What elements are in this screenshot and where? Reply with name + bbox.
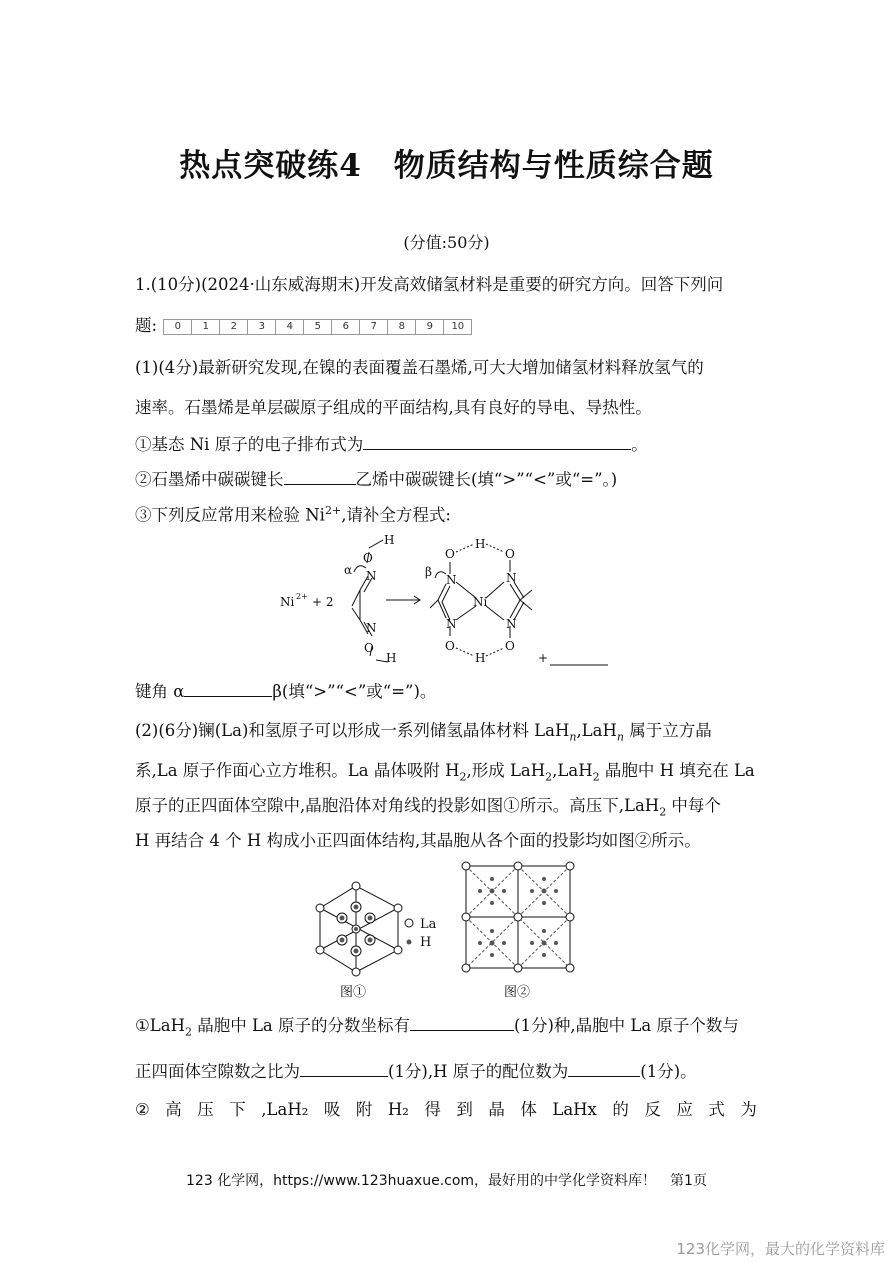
sub-2: 2 — [184, 1025, 192, 1039]
atom-label: O — [363, 551, 373, 565]
sub-2: 2 — [659, 805, 667, 819]
atom-label: O — [445, 547, 455, 561]
ni-dmg-reaction-diagram — [280, 528, 620, 673]
justified-word: 体 — [520, 1100, 537, 1119]
alpha-label: α — [344, 563, 353, 577]
p2-l2-c: ,LaH — [552, 761, 593, 780]
coefficient-label: + 2 — [312, 595, 334, 609]
qa-text-2: 晶胞中 La 原子的分数坐标有 — [191, 1016, 411, 1035]
answer-blank[interactable] — [568, 1062, 640, 1077]
justified-word: 附 — [355, 1100, 373, 1119]
justified-word: ,LaH₂ — [261, 1100, 309, 1119]
atom-label: N — [366, 621, 377, 635]
p2-l2-b: ,形成 LaH — [466, 761, 546, 780]
bond-angle-question — [135, 682, 436, 701]
figure-2-projection — [458, 860, 580, 1005]
beta-label: β — [425, 565, 432, 579]
justified-word: 应 — [676, 1100, 693, 1119]
justified-word: 的 — [612, 1100, 629, 1119]
plus-sign: + — [538, 651, 549, 665]
s1-end: 。 — [631, 435, 648, 454]
legend-h-label: H — [420, 935, 432, 950]
atom-label: H — [475, 651, 486, 665]
sub-2: 2 — [459, 770, 467, 784]
score-box[interactable]: 9 — [415, 319, 444, 335]
atom-label: H — [386, 651, 397, 665]
atom-label: H — [384, 533, 395, 547]
p2-l1-text: (2)(6分)镧(La)和氢原子可以形成一系列储氢晶体材料 LaH — [135, 721, 570, 740]
justified-word: 下 — [229, 1100, 246, 1119]
figure-2-caption: 图② — [504, 985, 531, 1000]
justified-word: 式 — [708, 1100, 725, 1119]
q1-intro-cont — [135, 318, 472, 335]
answer-blank[interactable] — [300, 1062, 388, 1077]
sub-n: n — [616, 730, 624, 744]
s3-sup: 2+ — [324, 504, 342, 517]
atom-label: H — [475, 537, 486, 551]
justified-word: 反 — [644, 1100, 661, 1119]
p1-line2: 速率。石墨烯是单层碳原子组成的平面结构,具有良好的导电、导热性。 — [135, 398, 652, 417]
p2-l1-end: 属于立方晶 — [623, 721, 712, 740]
s3-end: ,请补全方程式: — [341, 505, 451, 525]
figure-1-projection — [312, 880, 452, 1005]
s3-text: ③下列反应常用来检验 Ni — [135, 505, 325, 525]
score-box[interactable]: 3 — [247, 319, 276, 335]
sub-2: 2 — [592, 770, 600, 784]
q1-intro: 1.(10分)(2024·山东威海期末)开发高效储氢材料是重要的研究方向。回答下列问 — [135, 275, 724, 294]
atom-label: N — [366, 569, 377, 583]
ni-center-label: Ni — [473, 595, 488, 609]
justified-word: 晶 — [488, 1100, 505, 1119]
atom-label: O — [505, 547, 515, 561]
atom-label: O — [505, 639, 515, 653]
score-box[interactable]: 1 — [191, 319, 220, 335]
p2-line3 — [135, 798, 721, 817]
justified-word: 为 — [740, 1100, 757, 1119]
sub-question-1 — [135, 435, 648, 454]
figure-1-caption: 图① — [340, 985, 367, 1000]
p2-line2 — [135, 763, 755, 782]
justified-word: 得 — [424, 1100, 441, 1119]
score-box[interactable]: 7 — [359, 319, 388, 335]
justified-word: 吸 — [323, 1100, 341, 1119]
p2-l2-d: 晶胞中 H 填充在 La — [599, 761, 755, 780]
page-footer: 123 化学网，https://www.123huaxue.com，最好用的中学化学资料库！ 第1页 — [186, 1173, 707, 1189]
score-box[interactable]: 0 — [163, 319, 192, 335]
score-box[interactable]: 5 — [303, 319, 332, 335]
sub-question-3 — [135, 505, 451, 524]
ni-charge: 2+ — [296, 592, 308, 601]
watermark: 123化学网，最大的化学资料库 — [676, 1240, 885, 1258]
q2-part-b — [135, 1062, 697, 1081]
answer-blank[interactable] — [410, 1016, 514, 1031]
p1-line1: (1)(4分)最新研究发现,在镍的表面覆盖石墨烯,可大大增加储氢材料释放氢气的 — [135, 358, 704, 377]
score-box[interactable]: 6 — [331, 319, 360, 335]
p2-l1-mid: ,LaH — [576, 721, 617, 740]
s2-end: 乙烯中碳碳键长(填“>”“<”或“=”。) — [355, 470, 618, 489]
qa-text-3: (1分)种,晶胞中 La 原子个数与 — [514, 1016, 739, 1035]
score-box[interactable]: 8 — [387, 319, 416, 335]
qb-text-2: (1分),H 原子的配位数为 — [388, 1062, 569, 1081]
atom-label: N — [446, 617, 457, 631]
score-note: (分值:50分) — [403, 233, 490, 252]
ni-ion-label: Ni — [280, 595, 295, 609]
p2-line1 — [135, 723, 712, 742]
page-title: 热点突破练4 物质结构与性质综合题 — [179, 148, 714, 184]
sub-n: n — [569, 730, 577, 744]
angle-text: 键角 α — [135, 682, 185, 701]
atom-label: N — [446, 573, 457, 587]
p2-l2-a: 系,La 原子作面心立方堆积。La 晶体吸附 H — [135, 761, 460, 780]
sub-2: 2 — [545, 770, 553, 784]
score-box[interactable]: 10 — [443, 319, 472, 335]
q1-intro-end: 题: — [135, 316, 158, 335]
p2-line4: H 再结合 4 个 H 构成小正四面体结构,其晶胞从各个面的投影均如图②所示。 — [135, 831, 701, 850]
answer-blank[interactable] — [363, 435, 631, 450]
qb-text: 正四面体空隙数之比为 — [135, 1062, 300, 1081]
justified-word: LaHx — [552, 1100, 597, 1119]
sub-question-2 — [135, 470, 617, 489]
p2-l3-end: 中每个 — [666, 796, 721, 815]
justified-word: 高 — [165, 1100, 182, 1119]
justified-word: 压 — [197, 1100, 214, 1119]
justified-word: H₂ — [387, 1100, 409, 1119]
score-box[interactable]: 4 — [275, 319, 304, 335]
s1-text: ①基态 Ni 原子的电子排布式为 — [135, 435, 364, 454]
score-box-row[interactable] — [164, 319, 472, 335]
angle-end: β(填“>”“<”或“=”)。 — [272, 682, 437, 701]
atom-label: O — [364, 641, 374, 655]
qa-text: ①LaH — [135, 1016, 185, 1035]
qb-text-3: (1分)。 — [640, 1062, 697, 1081]
justified-word: 到 — [456, 1100, 473, 1119]
atom-label: N — [506, 617, 517, 631]
answer-blank[interactable] — [184, 682, 272, 697]
justified-word: ② — [135, 1100, 150, 1119]
p2-l3: 原子的正四面体空隙中,晶胞沿体对角线的投影如图①所示。高压下,LaH — [135, 796, 660, 815]
s2-text: ②石墨烯中碳碳键长 — [135, 470, 284, 489]
q2-part-a — [135, 1016, 739, 1037]
atom-label: O — [445, 639, 455, 653]
q2-part-c — [135, 1102, 757, 1119]
score-box[interactable]: 2 — [219, 319, 248, 335]
answer-blank[interactable] — [284, 470, 356, 485]
legend-la-label: La — [420, 917, 437, 932]
atom-label: N — [506, 571, 517, 585]
